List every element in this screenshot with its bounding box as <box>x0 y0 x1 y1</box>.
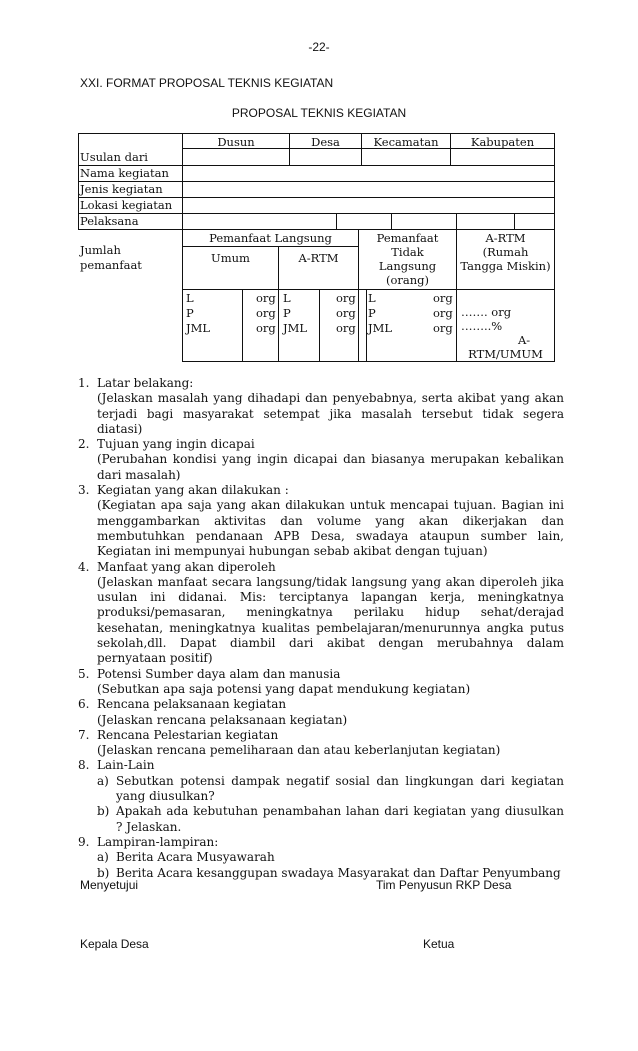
row-label: Nama kegiatan <box>80 166 169 180</box>
item-description: (Jelaskan rencana pelaksanaan kegiatan) <box>97 712 348 727</box>
header-artm: A-RTM <box>298 251 339 265</box>
gender-label: JML <box>186 321 211 335</box>
item-title: Lain-Lain <box>97 758 155 773</box>
section-title: XXI. FORMAT PROPOSAL TEKNIS KEGIATAN <box>80 76 334 90</box>
list-item: 5. Potensi Sumber daya alam dan manusia (Sebutkan apa saja potensi yang dapat mendukung kegiatan) <box>78 667 564 698</box>
gender-label: P <box>283 306 291 320</box>
summary-artm: A- <box>518 333 531 347</box>
gender-unit: org <box>433 291 453 305</box>
header-desa: Desa <box>311 135 340 149</box>
list-item: 1. Latar belakang: (Jelaskan masalah yang dihadapi dan penyebabnya, serta akibat yang akan terjadi bagi masyarakat setempat jika masalah tersebut tidak segera diatasi) <box>78 376 564 436</box>
signature-menyetujui: Menyetujui <box>80 878 139 892</box>
gender-label: L <box>368 291 376 305</box>
gender-unit: org <box>433 321 453 335</box>
header-kabupaten: Kabupaten <box>470 135 535 149</box>
gender-unit: org <box>336 321 356 335</box>
document-subtitle: PROPOSAL TEKNIS KEGIATAN <box>231 106 407 120</box>
gender-unit: org <box>336 291 356 305</box>
label-pemanfaat: pemanfaat <box>80 258 142 272</box>
row-label: Pelaksana <box>80 214 139 228</box>
header-dusun: Dusun <box>217 135 255 149</box>
summary-percent: ……..% <box>461 319 503 333</box>
item-title: Manfaat yang akan diperoleh <box>97 559 276 574</box>
gender-unit: org <box>256 306 276 320</box>
list-item: 6. Rencana pelaksanaan kegiatan (Jelaskan rencana pelaksanaan kegiatan) <box>78 697 564 728</box>
item-title: Rencana Pelestarian kegiatan <box>97 727 279 742</box>
gender-label: P <box>186 306 194 320</box>
proposal-items <box>78 376 564 881</box>
item-title: Tujuan yang ingin dicapai <box>97 437 255 452</box>
item-title: Lampiran-lampiran: <box>97 834 219 849</box>
item-description: (Jelaskan rencana pemeliharaan dan atau keberlanjutan kegiatan) <box>97 743 501 758</box>
gender-label: P <box>368 306 376 320</box>
summary-rtm-umum: RTM/UMUM <box>468 347 543 361</box>
item-description: (Sebutkan apa saja potensi yang dapat mendukung kegiatan) <box>97 681 471 696</box>
header-kecamatan: Kecamatan <box>373 135 439 149</box>
list-item: 7. Rencana Pelestarian kegiatan (Jelaskan rencana pemeliharaan dan atau keberlanjutan kegiatan) <box>78 728 564 759</box>
list-item: 3. Kegiatan yang akan dilakukan : (Kegiatan apa saja yang akan dilakukan untuk mencapai tujuan. Bagian ini menggambarkan aktivitas dan volume yang akan dikerjakan dan membutuhkan pendanaan APB Desa, swadaya ataupun sumber lain, Kegiatan ini mempunyai hubungan sebab akibat dengan tujuan) <box>78 483 564 559</box>
sub-item: a) Sebutkan potensi dampak negatif sosial dan lingkungan dari kegiatan yang diusulkan? <box>97 773 564 804</box>
sub-item: b) Berita Acara kesanggupan swadaya Masyarakat dan Daftar Penyumbang <box>97 865 561 880</box>
item-description: (Kegiatan apa saja yang akan dilakukan untuk mencapai tujuan. Bagian ini menggambarkan aktivitas dan volume yang akan dikerjakan dan membutuhkan pendanaan APB Desa, swadaya ataupun sumber lain, Kegiatan ini mempunyai hubungan sebab akibat dengan tujuan) <box>97 498 564 559</box>
list-item: 2. Tujuan yang ingin dicapai (Perubahan kondisi yang ingin dicapai dan biasanya merupakan kebalikan dari masalah) <box>78 437 564 482</box>
item-title: Kegiatan yang akan dilakukan : <box>97 483 289 498</box>
header-umum: Umum <box>211 251 250 265</box>
item-description: (Jelaskan manfaat secara langsung/tidak langsung yang akan diperoleh jika usulan ini didanai. Mis: terciptanya lapangan kerja, meningkatnya produksi/pemasaran, meningkatnya perilaku hidup sehat/derajad kesehatan, meningkatnya kualitas pembelajaran/menurunnya angka putus sekolah,dll. Dapat diambil dari akibat dengan merubahnya dalam pernyataan positif) <box>97 574 564 666</box>
gender-unit: org <box>336 306 356 320</box>
gender-label: L <box>283 291 291 305</box>
signature-tim-penyusun: Tim Penyusun RKP Desa <box>376 878 512 892</box>
summary-org: ……. org <box>461 305 512 319</box>
signature-kepala-desa: Kepala Desa <box>80 937 149 951</box>
signature-ketua: Ketua <box>423 937 455 951</box>
header-tidak-langsung: Pemanfaat <box>376 231 439 245</box>
table-border-left <box>78 133 79 229</box>
item-title: Latar belakang: <box>97 376 194 390</box>
label-jumlah: Jumlah <box>80 243 121 257</box>
item-title: Potensi Sumber daya alam dan manusia <box>97 666 341 681</box>
header-artm-rumah: A-RTM <box>485 231 526 245</box>
list-item: 8. Lain-Lain a) Sebutkan potensi dampak negatif sosial dan lingkungan dari kegiatan yang diusulkan? b) Apakah ada kebutuhan penambahan lahan dari kegiatan yang diusulkan ? Jelaskan. <box>78 758 564 834</box>
row-label: Lokasi kegiatan <box>80 198 173 212</box>
table-border-top <box>78 133 555 134</box>
label-usulan-dari: Usulan dari <box>80 150 148 164</box>
gender-unit: org <box>256 321 276 335</box>
item-description: (Jelaskan masalah yang dihadapi dan penyebabnya, serta akibat yang akan terjadi bagi masyarakat setempat jika masalah tersebut tidak segera diatasi) <box>97 391 564 436</box>
gender-label: JML <box>283 321 308 335</box>
gender-unit: org <box>256 291 276 305</box>
gender-label: L <box>186 291 194 305</box>
list-item: 9. Lampiran-lampiran: a) Berita Acara Musyawarah b) Berita Acara kesanggupan swadaya Masyarakat dan Daftar Penyumbang <box>78 835 564 881</box>
sub-item: a) Berita Acara Musyawarah <box>97 850 275 865</box>
item-title: Rencana pelaksanaan kegiatan <box>97 697 287 712</box>
header-pemanfaat-langsung: Pemanfaat Langsung <box>209 231 332 245</box>
page-number: -22- <box>308 40 330 54</box>
list-item: 4. Manfaat yang akan diperoleh (Jelaskan manfaat secara langsung/tidak langsung yang akan diperoleh jika usulan ini didanai. Mis: terciptanya lapangan kerja, meningkatnya produksi/pemasaran, meningkatnya perilaku hidup sehat/derajad kesehatan, meningkatnya kualitas pembelajaran/menurunnya angka putus sekolah,dll. Dapat diambil dari akibat dengan merubahnya dalam pernyataan positif) <box>78 559 564 666</box>
item-description: (Perubahan kondisi yang ingin dicapai dan biasanya merupakan kebalikan dari masalah) <box>97 452 564 482</box>
row-label: Jenis kegiatan <box>80 182 163 196</box>
table-border-right <box>554 133 555 362</box>
gender-label: JML <box>368 321 393 335</box>
sub-item: b) Apakah ada kebutuhan penambahan lahan dari kegiatan yang diusulkan ? Jelaskan. <box>97 804 564 834</box>
gender-unit: org <box>433 306 453 320</box>
